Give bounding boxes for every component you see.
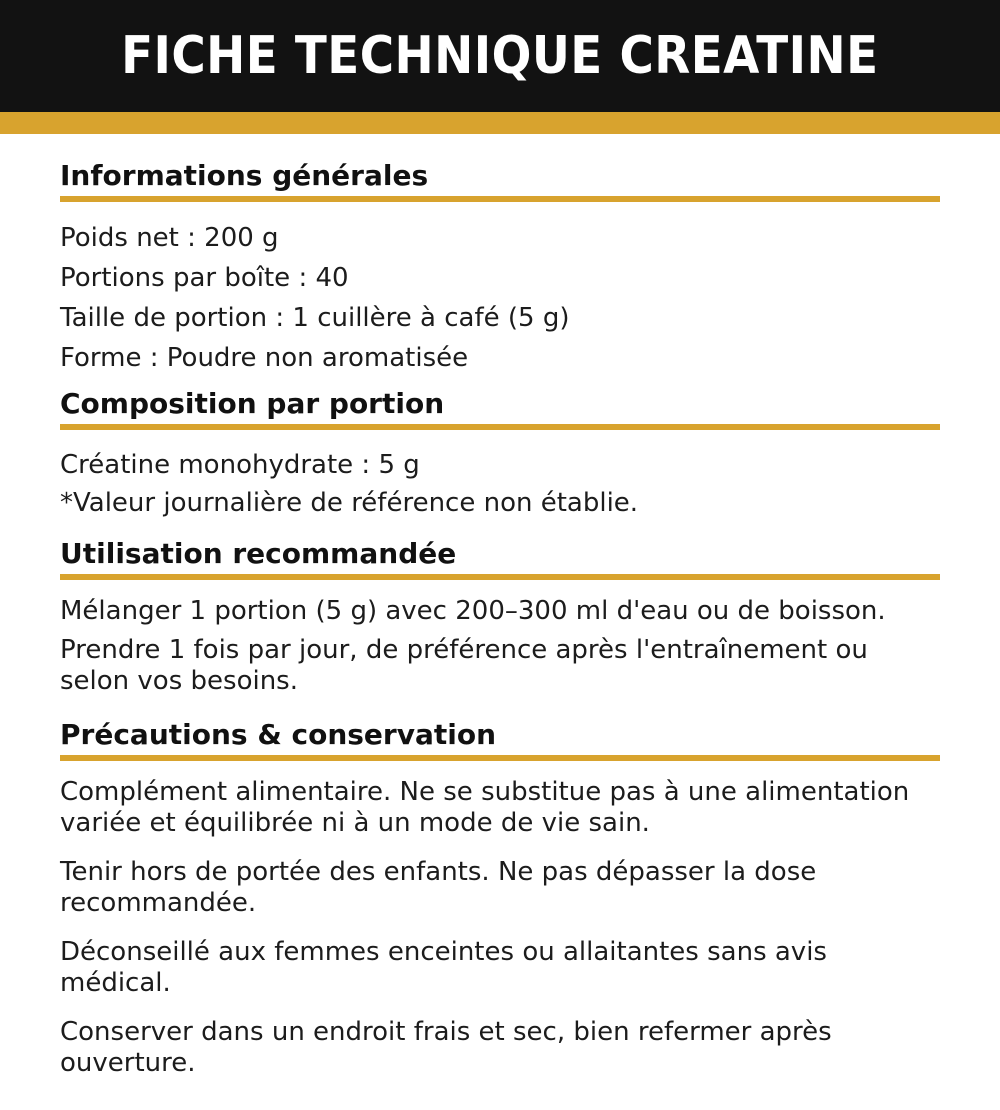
paragraph-line: variée et équilibrée ni à un mode de vie sain. [60,808,650,838]
section-heading-composition: Composition par portion [60,387,445,420]
header-banner [0,0,1000,112]
usage-paragraph-2 [60,635,940,697]
info-line-portions: Portions par boîte : 40 [60,263,349,293]
heading-underline [60,196,940,202]
info-line-taille-portion: Taille de portion : 1 cuillère à café (5 g) [60,303,570,333]
heading-underline [60,424,940,430]
paragraph-line: Complément alimentaire. Ne se substitue pas à une alimentation [60,777,910,807]
precaution-paragraph-4 [60,1017,940,1079]
info-list [60,218,940,378]
precaution-paragraph-1 [60,777,940,839]
usage-paragraph-1 [60,596,940,627]
section-precautions [60,717,940,1079]
paragraph-line: médical. [60,968,171,998]
composition-list [60,446,940,522]
heading-underline [60,574,940,580]
usage-paragraphs [60,596,940,697]
info-line-poids-net: Poids net : 200 g [60,223,279,253]
paragraph-line: selon vos besoins. [60,666,298,696]
section-utilisation [60,536,940,697]
composition-footnote: *Valeur journalière de référence non établie. [60,488,639,518]
paragraph-line: Prendre 1 fois par jour, de préférence après l'entraînement ou [60,635,868,665]
composition-line-creatine: Créatine monohydrate : 5 g [60,450,420,480]
precaution-paragraph-3 [60,937,940,999]
gold-accent-bar [0,112,1000,134]
heading-underline [60,755,940,761]
info-line-forme: Forme : Poudre non aromatisée [60,343,469,373]
precaution-paragraphs [60,777,940,1079]
content-area [0,158,1000,1079]
paragraph-line: ouverture. [60,1048,196,1078]
section-heading-informations: Informations générales [60,159,429,192]
page-title: FICHE TECHNIQUE CREATINE [121,26,879,86]
paragraph-line: Mélanger 1 portion (5 g) avec 200–300 ml d'eau ou de boisson. [60,596,886,626]
precaution-paragraph-2 [60,857,940,919]
section-informations-generales [60,158,940,378]
section-heading-precautions: Précautions & conservation [60,718,497,751]
paragraph-line: Tenir hors de portée des enfants. Ne pas dépasser la dose [60,857,817,887]
section-heading-utilisation: Utilisation recommandée [60,537,457,570]
section-composition [60,386,940,522]
paragraph-line: Conserver dans un endroit frais et sec, bien refermer après [60,1017,832,1047]
paragraph-line: Déconseillé aux femmes enceintes ou allaitantes sans avis [60,937,827,967]
paragraph-line: recommandée. [60,888,257,918]
